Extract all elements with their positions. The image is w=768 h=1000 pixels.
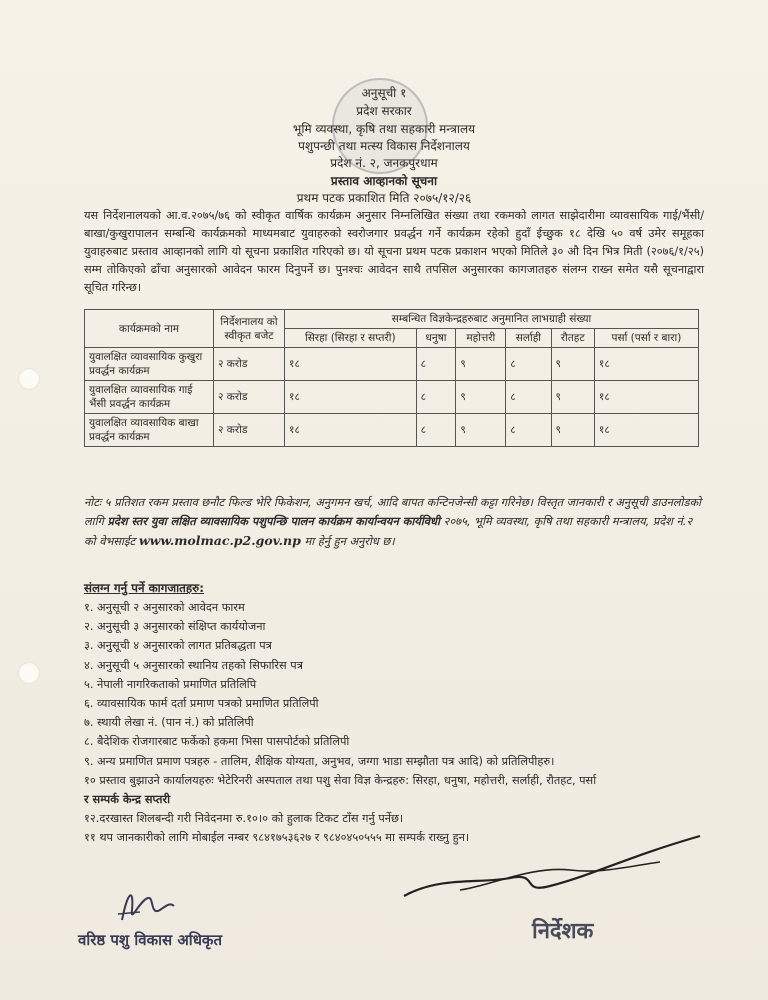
- value-cell: ९: [551, 348, 594, 381]
- budget-cell: २ करोड: [214, 381, 285, 414]
- district-header: महोत्तरी: [456, 329, 506, 348]
- district-header: पर्सा (पर्सा र बारा): [594, 329, 698, 348]
- annex-label: अनुसूची १: [361, 86, 407, 100]
- value-cell: ९: [456, 414, 506, 447]
- list-item: ३. अनुसूची ४ अनुसारको लागत प्रतिबद्धता पत्र: [84, 639, 272, 653]
- list-item: ८. बैदेशिक रोजगारबाट फर्केको हकमा भिसा पासपोर्टको प्रतिलिपी: [84, 735, 350, 749]
- value-cell: १८: [285, 381, 417, 414]
- value-cell: ९: [551, 381, 594, 414]
- table-row: [85, 381, 699, 414]
- value-cell: ८: [506, 414, 551, 447]
- col-program-header: कार्यक्रमको नाम: [85, 310, 214, 348]
- district-header: सर्लाही: [506, 329, 551, 348]
- list-item: ५. नेपाली नागरिकताको प्रमाणित प्रतिलिपि: [84, 677, 257, 691]
- government-name: प्रदेश सरकार: [356, 104, 412, 118]
- table-row: [85, 414, 699, 447]
- list-item: २. अनुसूची ३ अनुसारको संक्षिप्त कार्ययोजना: [84, 620, 266, 634]
- punch-hole: [18, 662, 40, 684]
- note-program-name: प्रदेश स्तर युवा लक्षित व्यावसायिक पशुपन्छि पालन कार्यक्रम कार्यान्वयन कार्यविधी: [107, 515, 440, 528]
- list-item: र सम्पर्क केन्द्र सप्तरी: [84, 793, 171, 807]
- attachments-title: संलग्न गर्नु पर्ने कागजातहरु:: [84, 581, 204, 595]
- website-link[interactable]: www.molmac.p2.gov.np: [138, 533, 301, 548]
- col-group-header: सम्बन्धित विज्ञकेन्द्रहरुबाट अनुमानित लाभग्राही संख्या: [285, 310, 699, 329]
- note-paragraph: [84, 493, 704, 551]
- value-cell: ८: [506, 381, 551, 414]
- budget-cell: २ करोड: [214, 414, 285, 447]
- beneficiary-table: [84, 309, 699, 447]
- note-text: नोटः ५ प्रतिशत रकम प्रस्ताव छनौट फिल्ड भेरि फिकेशन, अनुगमन खर्च, आदि बापत कन्टिनजेन्सी कट्टा गरिनेछ। विस्तृत जानकारी र अनुसूची डाउनलोडको लागि: [84, 496, 702, 528]
- program-cell: युवालक्षित व्यावसायिक कुखुरा प्रवर्द्धन कार्यक्रम: [85, 348, 214, 381]
- list-item: ९. अन्य प्रमाणित प्रमाण पत्रहरु - तालिम, शैक्षिक योग्यता, अनुभव, जग्गा भाडा सम्झौता पत्र आदि) को प्रतिलिपीहरु।: [84, 754, 555, 768]
- program-cell: युवालक्षित व्यावसायिक बाखा प्रवर्द्धन कार्यक्रम: [85, 414, 214, 447]
- value-cell: १८: [285, 414, 417, 447]
- notice-paragraph: यस निर्देशनालयको आ.व.२०७५/७६ को स्वीकृत वार्षिक कार्यक्रम अनुसार निम्नलिखित संख्या तथा रकमको लागत साझेदारीमा व्यावसायिक गाई/भैंसी/बाखा/कुखुरापालन सम्बन्धि कार्यक्रमको माध्यमबाट युवाहरुको स्वरोजगार प्रवर्द्धन गर्ने कार्यक्रम रहेको हुदाँ ईच्छुक १८ देखि ५० वर्ष उमेर समूहका युवाहरुबाट प्रस्ताव आव्हानको लागि यो सूचना प्रकाशित गरिएको छ। यो सूचना प्रथम पटक प्रकाशन भएको मितिले ३० औ दिन भित्र मिती (२०७६/१/२५) सम्म तोकिएको ढाँचा अनुसारको आवेदन फारम दिनुपर्ने छ। पुनश्चः आवेदन साथै तपसिल अनुसारका कागजातहरु संलग्न राख्न समेत यसै सूचनाद्वारा सूचित गरिन्छ।: [84, 209, 704, 294]
- punch-hole: [18, 368, 40, 390]
- ministry-name: भूमि व्यवस्था, कृषि तथा सहकारी मन्त्रालय: [292, 122, 476, 136]
- location: प्रदेश नं. २, जनकपुरधाम: [330, 156, 438, 170]
- director-title: निर्देशक: [532, 919, 594, 944]
- value-cell: ९: [456, 348, 506, 381]
- publish-date: प्रथम पटक प्रकाशित मिति २०७५/१२/२६: [296, 191, 472, 205]
- list-item: १. अनुसूची २ अनुसारको आवेदन फारम: [84, 601, 245, 614]
- value-cell: ८: [506, 348, 551, 381]
- value-cell: १८: [594, 348, 698, 381]
- district-header: रौतहट: [551, 329, 594, 348]
- budget-cell: २ करोड: [214, 348, 285, 381]
- district-header: सिरहा (सिरहा र सप्तरी): [285, 329, 417, 348]
- list-item: ७. स्थायी लेखा नं. (पान नं.) को प्रतिलिपी: [84, 716, 254, 730]
- value-cell: ८: [416, 348, 456, 381]
- signature-right: [400, 826, 710, 916]
- value-cell: ९: [456, 381, 506, 414]
- list-item: ११ थप जानकारीको लागि मोबाईल नम्बर ९८४१७५३६२७ र ९८४०४५०५५५ मा सम्पर्क राख्नु हुन।: [84, 831, 470, 845]
- list-item: १० प्रस्ताव बुझाउने कार्यालयहरुः भेटेरिनरी अस्पताल तथा पशु सेवा विज्ञ केन्द्रहरु: सिरहा, धनुषा, महोत्तरी, सर्लाही, रौतहट, पर्सा: [84, 773, 597, 787]
- value-cell: ९: [551, 414, 594, 447]
- program-cell: युवालक्षित व्यावसायिक गाई भैंसी प्रवर्द्धन कार्यक्रम: [85, 381, 214, 414]
- senior-officer-title: वरिष्ठ पशु विकास अधिकृत: [78, 931, 222, 949]
- value-cell: १८: [594, 414, 698, 447]
- list-item: ६. व्यावसायिक फार्म दर्ता प्रमाण पत्रको प्रमाणित प्रतिलिपी: [84, 697, 319, 711]
- note-text: २०७५, भूमि व्यवस्था, कृषि तथा सहकारी मन्त्रालय, प्रदेश नं.२ को वेभसाईट: [84, 515, 693, 548]
- list-item: ४. अनुसूची ५ अनुसारको स्थानिय तहको सिफारिस पत्र: [84, 658, 303, 672]
- col-budget-header: निर्देशनालय को स्वीकृत बजेट: [214, 310, 285, 348]
- value-cell: ८: [416, 381, 456, 414]
- table-row: [85, 348, 699, 381]
- list-item: १२.दरखास्त शिलबन्दी गरी निवेदनमा रु.१०।० को हुलाक टिकट टाँस गर्नु पर्नेछ।: [84, 812, 404, 826]
- note-text: मा हेर्नु हुन अनुरोध छ।: [304, 535, 395, 548]
- district-header: धनुषा: [416, 329, 456, 348]
- notice-title: प्रस्ताव आव्हानको सूचना: [330, 174, 438, 188]
- value-cell: ८: [416, 414, 456, 447]
- attachments-list: [84, 598, 714, 848]
- value-cell: १८: [594, 381, 698, 414]
- signature-left: [110, 880, 180, 928]
- directorate-name: पशुपन्छी तथा मत्स्य विकास निर्देशनालय: [298, 139, 470, 153]
- value-cell: १८: [285, 348, 417, 381]
